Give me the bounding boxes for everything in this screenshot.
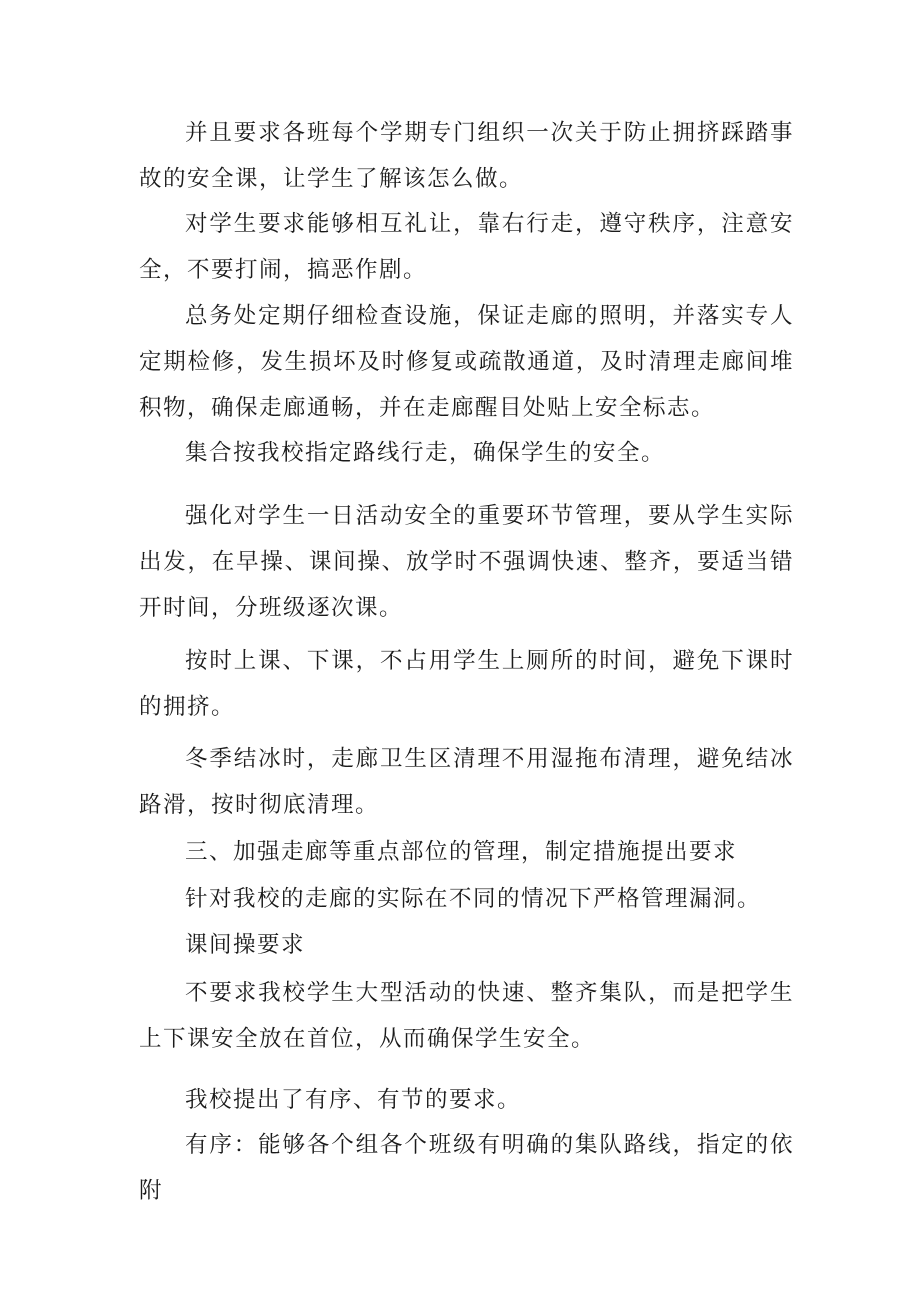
paragraph-facility-inspection: 总务处定期仔细检查设施，保证走廊的照明，并落实专人定期检修，发生损坏及时修复或疏散通道，及时清理走廊间堆积物，确保走廊通畅，并在走廊醒目处贴上安全标志。 bbox=[139, 303, 794, 421]
paragraph-large-activities: 不要求我校学生大型活动的快速、整齐集队，而是把学生上下课安全放在首位，从而确保学生安全。 bbox=[139, 980, 794, 1052]
section-heading-corridor-management: 三、加强走廊等重点部位的管理，制定措施提出要求 bbox=[185, 839, 738, 865]
paragraph-crowd-safety-class: 并且要求各班每个学期专门组织一次关于防止拥挤踩踏事故的安全课，让学生了解该怎么做。 bbox=[139, 120, 794, 192]
paragraph-winter-cleaning: 冬季结冰时，走廊卫生区清理不用湿拖布清理，避免结冰路滑，按时彻底清理。 bbox=[139, 746, 794, 818]
paragraph-orderly-definition: 有序：能够各个组各个班级有明确的集队路线，指定的依附 bbox=[139, 1132, 794, 1204]
paragraph-student-requirements: 对学生要求能够相互礼让，靠右行走，遵守秩序，注意安全，不要打闹，搞恶作剧。 bbox=[139, 211, 794, 283]
subheading-exercise-requirements: 课间操要求 bbox=[185, 932, 306, 958]
paragraph-corridor-loopholes: 针对我校的走廊的实际在不同的情况下严格管理漏洞。 bbox=[185, 886, 762, 912]
paragraph-assembly-route: 集合按我校指定路线行走，确保学生的安全。 bbox=[185, 440, 666, 466]
paragraph-orderly-requirements: 我校提出了有序、有节的要求。 bbox=[185, 1087, 522, 1113]
paragraph-class-schedule: 按时上课、下课，不占用学生上厕所的时间，避免下课时的拥挤。 bbox=[139, 648, 794, 720]
paragraph-daily-activity-management: 强化对学生一日活动安全的重要环节管理，要从学生实际出发，在早操、课间操、放学时不强调快速、整齐，要适当错开时间，分班级逐次课。 bbox=[139, 503, 794, 621]
